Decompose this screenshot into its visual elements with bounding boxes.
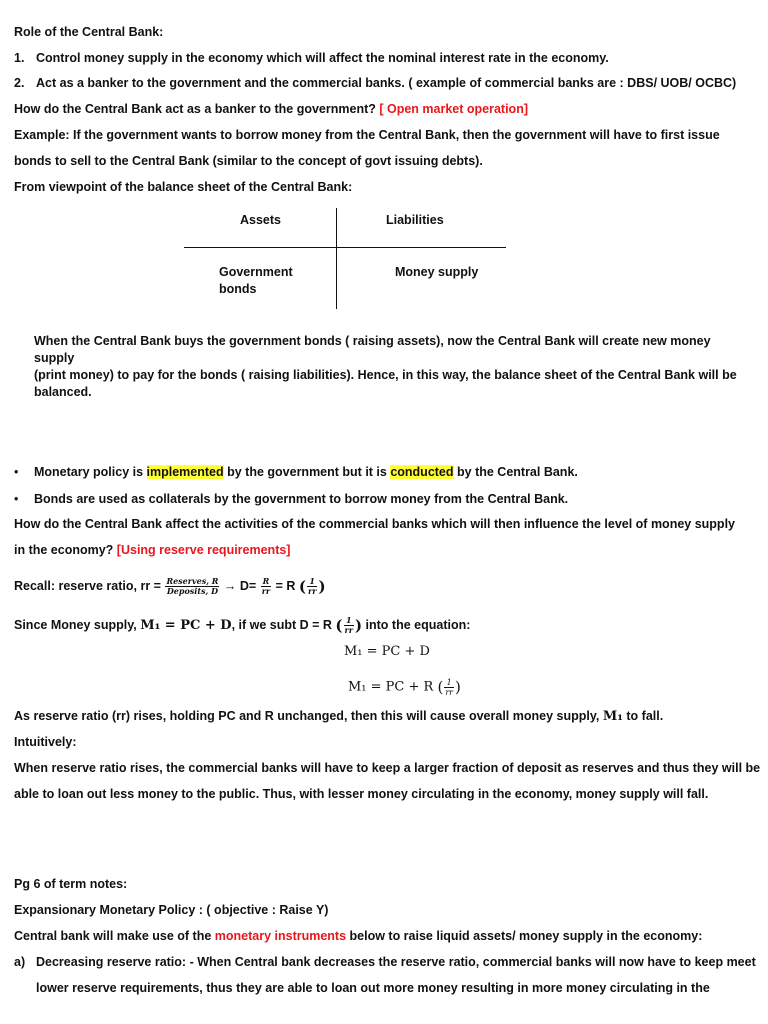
since-pre: Since Money supply, (14, 618, 141, 632)
role-text: Act as a banker to the government and the commercial banks. ( example of commercial banks are : DBS/ UOB/ OCBC) (36, 76, 737, 90)
intuition-line-2: able to loan out less money to the public. Thus, with lesser money circulating in the economy, money supply will fall. (14, 787, 709, 801)
paren-close: ) (354, 616, 363, 635)
question-text: How do the Central Bank act as a banker to the government? (14, 102, 380, 116)
role-item-1 (14, 50, 609, 66)
expansionary-heading: Expansionary Monetary Policy : ( objective : Raise Y) (14, 903, 329, 917)
role-text: Control money supply in the economy which will affect the nominal interest rate in the economy. (36, 51, 609, 65)
bullet-dot: • (14, 465, 19, 479)
frac-den: rr (261, 586, 271, 597)
cb-text: Central bank will make use of the (14, 929, 215, 943)
bullet-item-2 (14, 491, 569, 507)
recall-prefix: Recall: reserve ratio, rr = (14, 579, 165, 593)
balance-sheet-vertical-rule (336, 208, 337, 309)
liability-money-supply: Money supply (395, 265, 479, 279)
explain-line: (print money) to pay for the bonds ( raising liabilities). Hence, in this way, the balance sheet of the Central Bank will be (34, 368, 737, 382)
explain-paragraph (34, 333, 754, 401)
paren-close: ) (454, 678, 461, 696)
viewpoint-line: From viewpoint of the balance sheet of the Central Bank: (14, 180, 353, 194)
page-reference: Pg 6 of term notes: (14, 877, 128, 891)
bullet-dot: • (14, 492, 19, 506)
fraction-1-rr (344, 616, 354, 635)
question-text: in the economy? (14, 543, 117, 557)
bullet-text: by the government but it is (223, 465, 391, 479)
highlight-conducted: conducted (390, 465, 454, 479)
item-heading: Decreasing reserve ratio: (36, 955, 187, 969)
monetary-instruments-highlight: monetary instruments (214, 929, 347, 943)
reserve-ratio-rises-line (14, 708, 663, 725)
since-equation: M₁ = PC + D (140, 618, 232, 633)
intuitively-label: Intuitively: (14, 735, 77, 749)
question-tag: [Using reserve requirements] (116, 543, 291, 557)
bullet-text: Bonds are used as collaterals by the government to borrow money from the Central Bank. (34, 492, 569, 506)
paren-close: ) (318, 577, 326, 596)
since-mid: , if we subt D = R (231, 618, 336, 632)
since-post: into the equation: (362, 618, 471, 632)
recall-line (14, 574, 326, 599)
paren-open: ( (335, 616, 343, 635)
item-a-line-1 (14, 954, 756, 970)
asset-line-1: Government (219, 265, 293, 279)
eq2-text: M₁ = PC + R (348, 679, 438, 695)
equation-1: M₁ = PC + D (344, 644, 430, 659)
asset-government-bonds (219, 264, 293, 298)
example-line-1: Example: If the government wants to borrow money from the Central Bank, then the government will have to first issue (14, 128, 720, 142)
question-commercial-line-1: How do the Central Bank affect the activities of the commercial banks which will then influence the level of money supply (14, 517, 735, 531)
paren-open: ( (298, 577, 306, 596)
fraction-r-rr (261, 577, 271, 596)
cb-text: below to raise liquid assets/ money supply in the economy: (346, 929, 703, 943)
frac-den: rr (308, 586, 317, 597)
example-line-2: bonds to sell to the Central Bank (similar to the concept of govt issuing debts). (14, 154, 483, 168)
frac-den: Deposits, D (166, 586, 219, 597)
question-commercial-line-2 (14, 542, 290, 558)
role-num: 1. (14, 51, 25, 65)
liabilities-header: Liabilities (386, 213, 444, 227)
assets-header: Assets (240, 213, 281, 227)
rr-text: As reserve ratio (rr) rises, holding PC and R unchanged, then this will cause overall money supply, (14, 709, 603, 723)
role-item-2 (14, 75, 736, 91)
fraction-reserves-deposits (165, 577, 219, 596)
question-banker (14, 101, 528, 117)
m1-symbol: M₁ (602, 709, 623, 724)
explain-line: balanced. (34, 385, 92, 399)
role-num: 2. (14, 76, 25, 90)
frac-num: 1 (344, 616, 354, 626)
bullet-item-1 (14, 464, 578, 480)
balance-sheet-horizontal-rule (184, 247, 506, 248)
bullet-text: by the Central Bank. (453, 465, 578, 479)
rr-text: to fall. (622, 709, 664, 723)
intuition-line-1: When reserve ratio rises, the commercial banks will have to keep a larger fraction of deposit as reserves and thus they will be (14, 761, 761, 775)
page-title: Role of the Central Bank: (14, 25, 164, 39)
fraction-1-rr (444, 678, 454, 697)
frac-num: Reserves, R (166, 576, 219, 587)
paren-open: ( (437, 678, 444, 696)
recall-arrow: → D= (220, 579, 260, 593)
explain-line: When the Central Bank buys the government bonds ( raising assets), now the Central Bank will create new money supply (34, 334, 711, 365)
question-tag: [ Open market operation] (379, 102, 528, 116)
frac-num: 1 (444, 678, 454, 688)
recall-eq: = R (272, 579, 299, 593)
item-a-line-2: lower reserve requirements, thus they are able to loan out more money resulting in more money circulating in the (36, 981, 710, 995)
fraction-1-rr (307, 577, 317, 596)
central-bank-instruments-line (14, 928, 702, 944)
asset-line-2: bonds (219, 282, 257, 296)
bullet-text: Monetary policy is (34, 465, 147, 479)
frac-den: rr (445, 687, 453, 697)
equation-2 (348, 675, 461, 700)
frac-num: R (262, 576, 270, 587)
item-label: a) (14, 955, 26, 969)
highlight-implemented: implemented (146, 465, 224, 479)
frac-den: rr (344, 625, 353, 636)
frac-num: 1 (307, 577, 317, 587)
item-text: - When Central bank decreases the reserve ratio, commercial banks will now have to keep meet (186, 955, 756, 969)
since-line (14, 613, 470, 638)
